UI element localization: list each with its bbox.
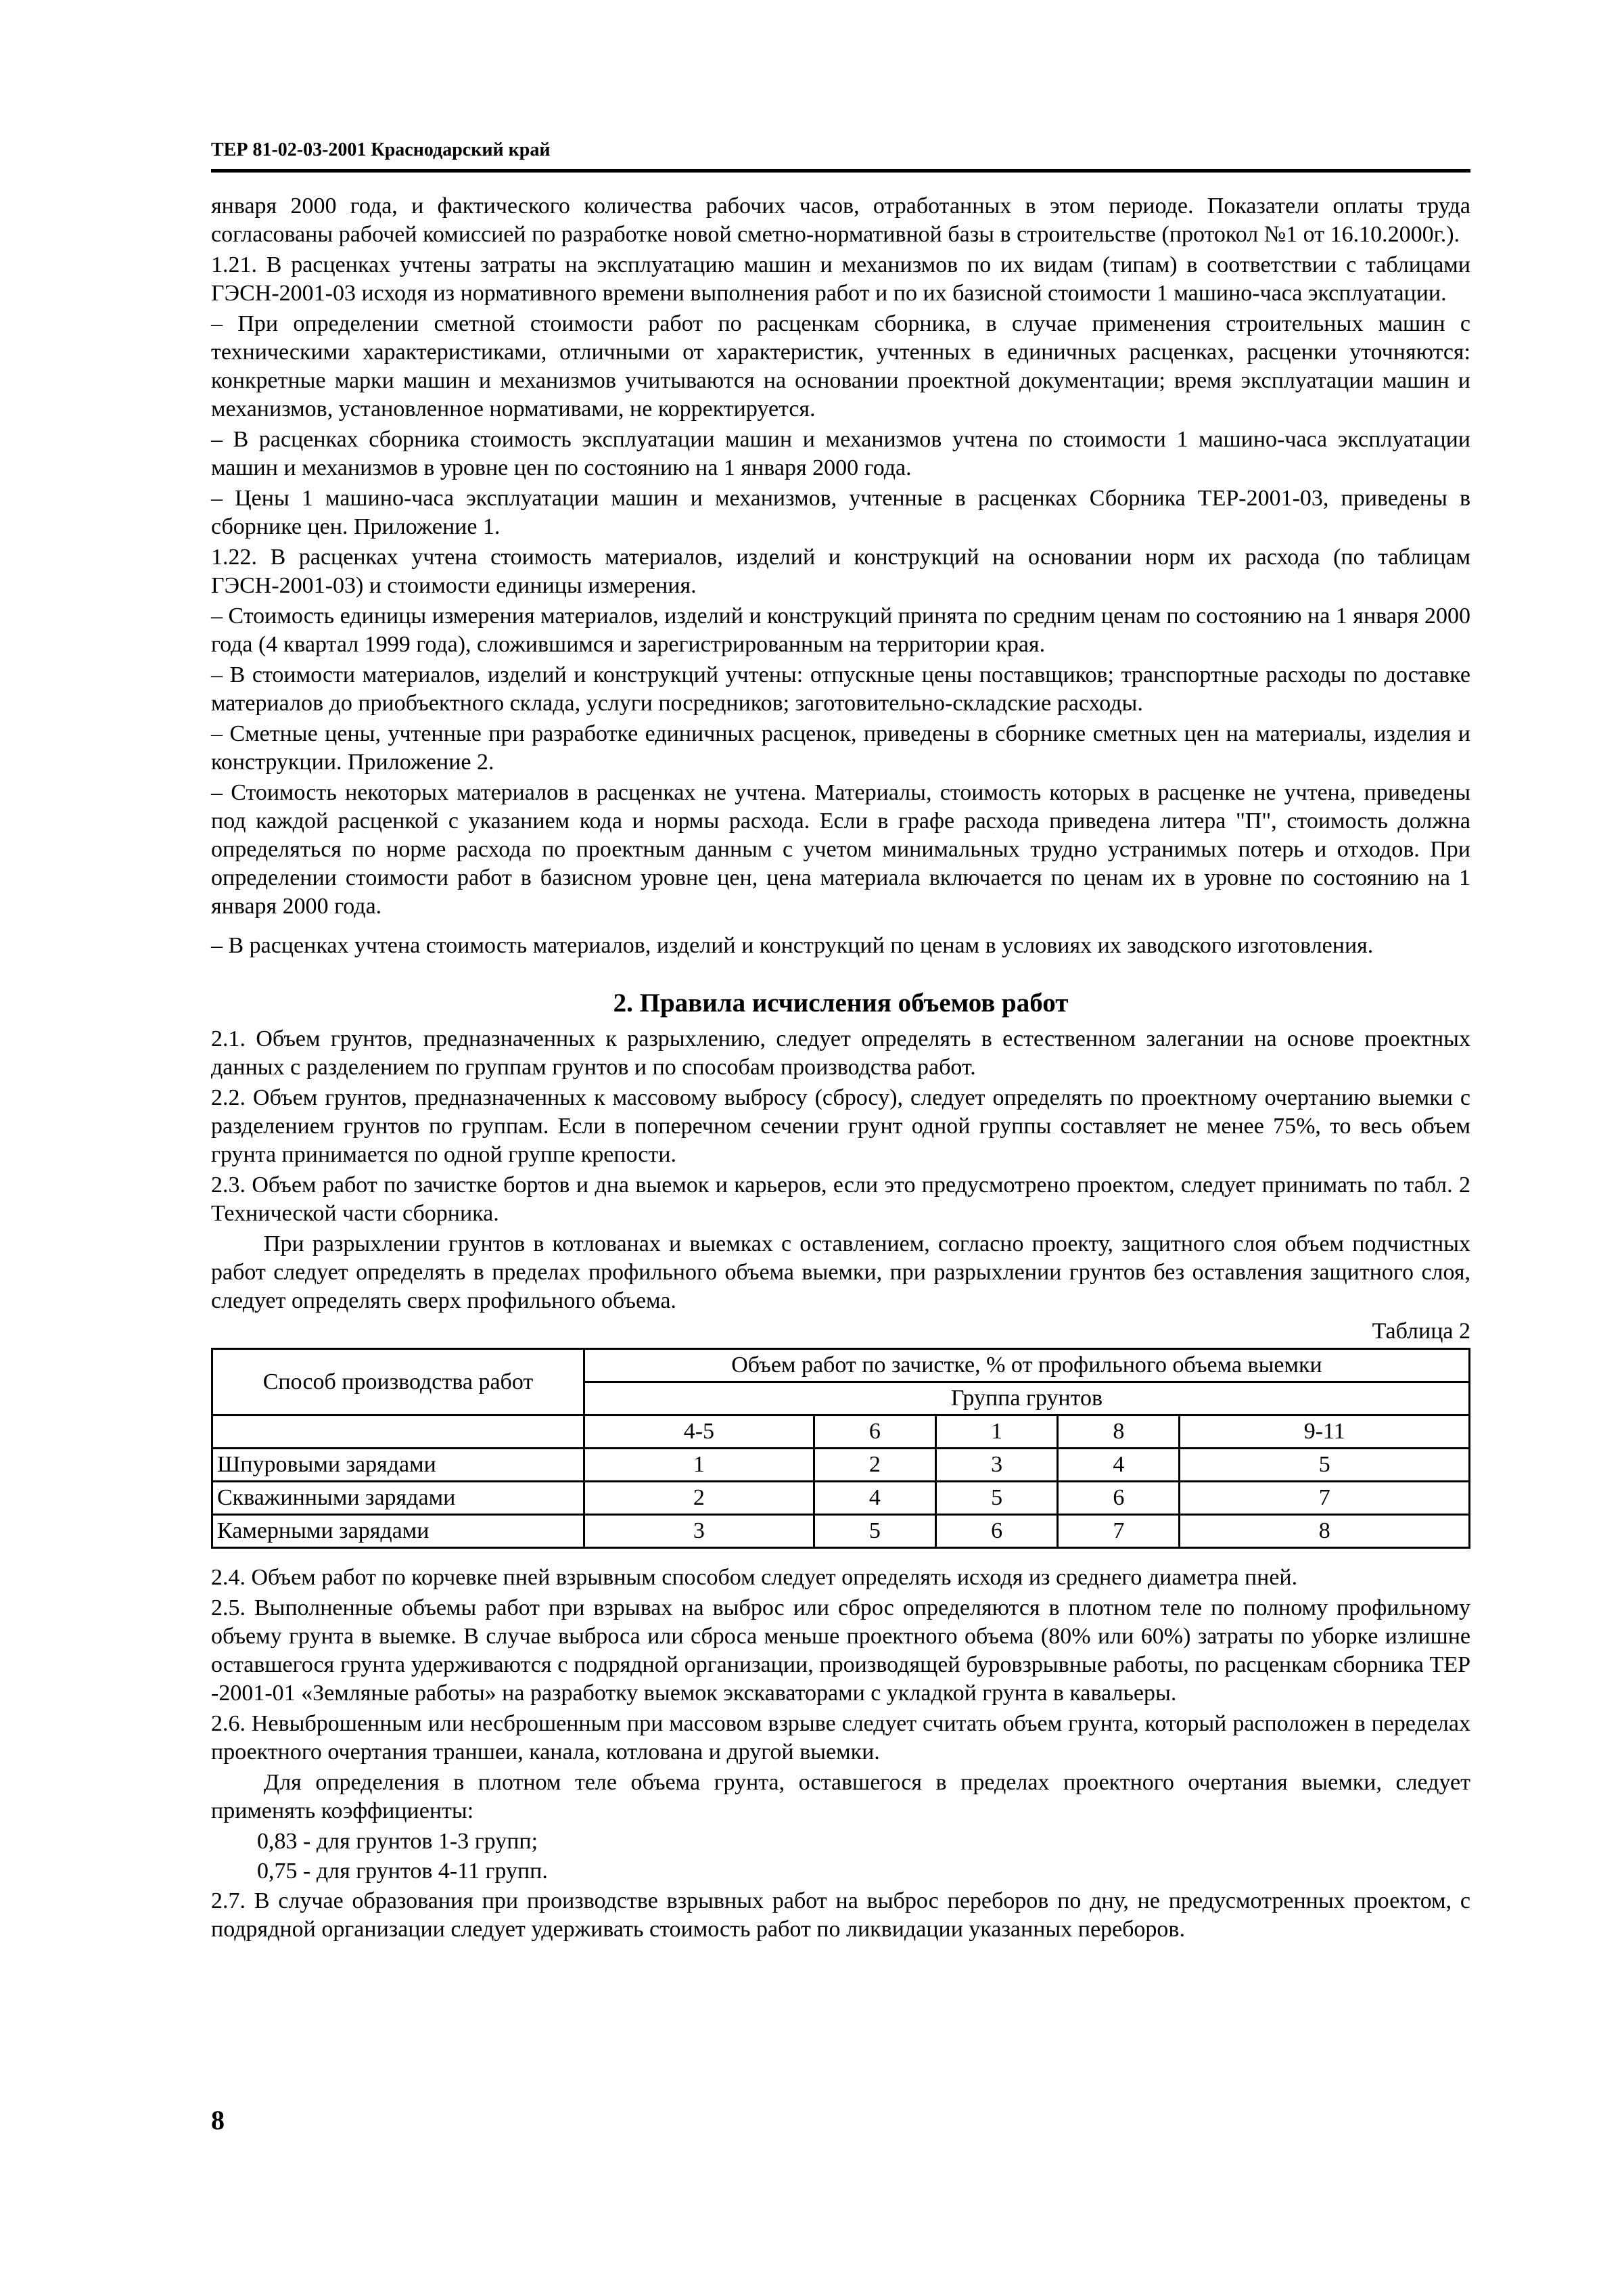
paragraph: 2.5. Выполненные объемы работ при взрывах на выброс или сброс определяются в плотном теле по полному профильному объему грунта в выемке. В случае выброса или сброса меньше проектного объема (80% или 60%) затраты по уборке излишне оставшегося грунта удерживаются с подрядной организации, производящей буровзрывные работы, по расценкам сборника ТЕР -2001-01 «Земляные работы» на разработку выемок экскаваторами с укладкой грунта в кавальеры.	[211, 1595, 1470, 1706]
cleanup-volume-table	[211, 1348, 1470, 1549]
value-cell: 3	[584, 1515, 814, 1548]
table-row	[212, 1515, 1470, 1548]
group-cell: 9-11	[1180, 1415, 1470, 1449]
value-cell: 2	[584, 1482, 814, 1515]
document-body	[211, 192, 1470, 1946]
coefficient-list	[211, 1827, 1470, 1886]
method-header: Способ производства работ	[212, 1349, 584, 1415]
paragraph: 2.3. Объем работ по зачистке бортов и дна выемок и карьеров, если это предусмотрено проектом, следует принимать по табл. 2 Технической части сборника.	[211, 1173, 1470, 1226]
paragraph: Для определения в плотном теле объема грунта, оставшегося в пределах проектного очертания выемки, следует применять коэффициенты:	[211, 1770, 1470, 1823]
after-paragraphs	[211, 1564, 1470, 1767]
paragraph: При разрыхлении грунтов в котлованах и выемках с оставлением, согласно проекту, защитного слоя объем подчистных работ следует определять в пределах профильного объема выемки, при разрыхлении грунтов без оставления защитного слоя, следует определять сверх профильного объема.	[211, 1231, 1470, 1313]
paragraph: – Стоимость некоторых материалов в расценках не учтена. Материалы, стоимость которых в расценке не учтена, приведены под каждой расценкой с указанием кода и нормы расхода. Если в графе расхода приведена литера "П", стоимость должна определяться по норме расхода по проектным данным с учетом минимальных трудно устранимых потерь и отходов. При определении стоимости работ в базисном уровне цен, цена материала включается по ценам их в уровне по состоянию на 1 января 2000 года.	[211, 780, 1470, 919]
paragraph: – Цены 1 машино-часа эксплуатации машин и механизмов, учтенные в расценках Сборника ТЕР-2001-03, приведены в сборнике цен. Приложение 1.	[211, 486, 1470, 539]
value-cell: 1	[584, 1449, 814, 1482]
paragraph: 2.2. Объем грунтов, предназначенных к массовому выбросу (сбросу), следует определять по проектному очертанию выемки с разделением грунтов по группам. Если в поперечном сечении грунт одной группы составляет не менее 75%, то весь объем грунта принимается по одной группе крепости.	[211, 1085, 1470, 1167]
group-cell: 6	[814, 1415, 935, 1449]
value-cell: 4	[1058, 1449, 1180, 1482]
paragraph: 2.4. Объем работ по корчевке пней взрывным способом следует определять исходя из среднего диаметра пней.	[211, 1565, 1298, 1590]
value-cell: 7	[1180, 1482, 1470, 1515]
paragraph: – Сметные цены, учтенные при разработке единичных расценок, приведены в сборнике сметных цен на материалы, изделия и конструкции. Приложение 2.	[211, 721, 1470, 775]
groups-row	[212, 1415, 1470, 1449]
value-cell: 5	[1180, 1449, 1470, 1482]
paragraph: 1.22. В расценках учтена стоимость материалов, изделий и конструкций на основании норм их расхода (по таблицам ГЭСН-2001-03) и стоимости единицы измерения.	[211, 545, 1470, 598]
value-cell: 5	[814, 1515, 935, 1548]
value-cell: 7	[1058, 1515, 1180, 1548]
table-row	[212, 1449, 1470, 1482]
page-number: 8	[211, 2105, 225, 2135]
paragraph: – В расценках сборника стоимость эксплуатации машин и механизмов учтена по стоимости 1 машино-часа эксплуатации машин и механизмов в уровне цен по состоянию на 1 января 2000 года.	[211, 427, 1470, 480]
paragraph: 2.6. Невыброшенным или несброшенным при массовом взрыве следует считать объем грунта, который расположен в переделах проектного очертания траншеи, канала, котлована и другой выемки.	[211, 1711, 1470, 1765]
group-cell: 8	[1058, 1415, 1180, 1449]
paragraph: – В расценках учтена стоимость материалов, изделий и конструкций по ценам в условиях их заводского изготовления.	[211, 933, 1374, 958]
section-title: 2. Правила исчисления объемов работ	[613, 988, 1069, 1018]
paragraph: 2.1. Объем грунтов, предназначенных к разрыхлению, следует определять в естественном залегании на основе проектных данных с разделением по группам грунтов и по способам производства работ.	[211, 1026, 1470, 1080]
volume-header: Объем работ по зачистке, % от профильного объема выемки	[584, 1349, 1470, 1382]
group-cell: 4-5	[584, 1415, 814, 1449]
group-header: Группа грунтов	[584, 1382, 1470, 1415]
header-rule	[211, 169, 1470, 173]
value-cell: 5	[936, 1482, 1058, 1515]
paragraph: – Стоимость единицы измерения материалов, изделий и конструкций принята по средним ценам по состоянию на 1 января 2000 года (4 квартал 1999 года), сложившимся и зарегистрированным на территории края.	[211, 604, 1470, 657]
top-paragraphs	[211, 192, 1470, 921]
paragraph: 0,83 - для грунтов 1-3 групп;	[257, 1829, 538, 1854]
empty-corner-cell	[212, 1415, 584, 1449]
value-cell: 2	[814, 1449, 935, 1482]
table-body	[212, 1449, 1470, 1548]
running-header: ТЕР 81-02-03-2001 Краснодарский край	[211, 139, 551, 160]
table-row	[212, 1482, 1470, 1515]
method-cell: Скважинными зарядами	[212, 1482, 584, 1515]
value-cell: 3	[936, 1449, 1058, 1482]
method-cell: Шпуровыми зарядами	[212, 1449, 584, 1482]
table-caption: Таблица 2	[1372, 1319, 1470, 1344]
method-cell: Камерными зарядами	[212, 1515, 584, 1548]
value-cell: 6	[936, 1515, 1058, 1548]
value-cell: 6	[1058, 1482, 1180, 1515]
paragraph: – В стоимости материалов, изделий и конструкций учтены: отпускные цены поставщиков; транспортные расходы по доставке материалов до приобъектного склада, услуги посредников; заготовительно-складские расходы.	[211, 662, 1470, 716]
value-cell: 8	[1180, 1515, 1470, 1548]
group-cell: 1	[936, 1415, 1058, 1449]
paragraph: 1.21. В расценках учтены затраты на эксплуатацию машин и механизмов по их видам (типам) в соответствии с таблицами ГЭСН-2001-03 исходя из нормативного времени выполнения работ и по их базисной стоимости 1 машино-часа эксплуатации.	[211, 252, 1470, 306]
paragraph: 0,75 - для грунтов 4-11 групп.	[257, 1859, 548, 1884]
paragraph: января 2000 года, и фактического количества рабочих часов, отработанных в этом периоде. Показатели оплаты труда согласованы рабочей комиссией по разработке новой сметно-нормативной базы в строительстве (протокол №1 от 16.10.2000г.).	[211, 194, 1470, 247]
paragraph: 2.7. В случае образования при производстве взрывных работ на выброс переборов по дну, не предусмотренных проектом, с подрядной организации следует удерживать стоимость работ по ликвидации указанных переборов.	[211, 1888, 1470, 1942]
value-cell: 4	[814, 1482, 935, 1515]
paragraph: – При определении сметной стоимости работ по расценкам сборника, в случае применения строительных машин с техническими характеристиками, отличными от характеристик, учтенных в единичных расценках, расценки уточняются: конкретные марки машин и механизмов учитываются на основании проектной документации; время эксплуатации машин и механизмов, установленное нормативами, не корректируется.	[211, 311, 1470, 422]
section2-paragraphs	[211, 1025, 1470, 1228]
